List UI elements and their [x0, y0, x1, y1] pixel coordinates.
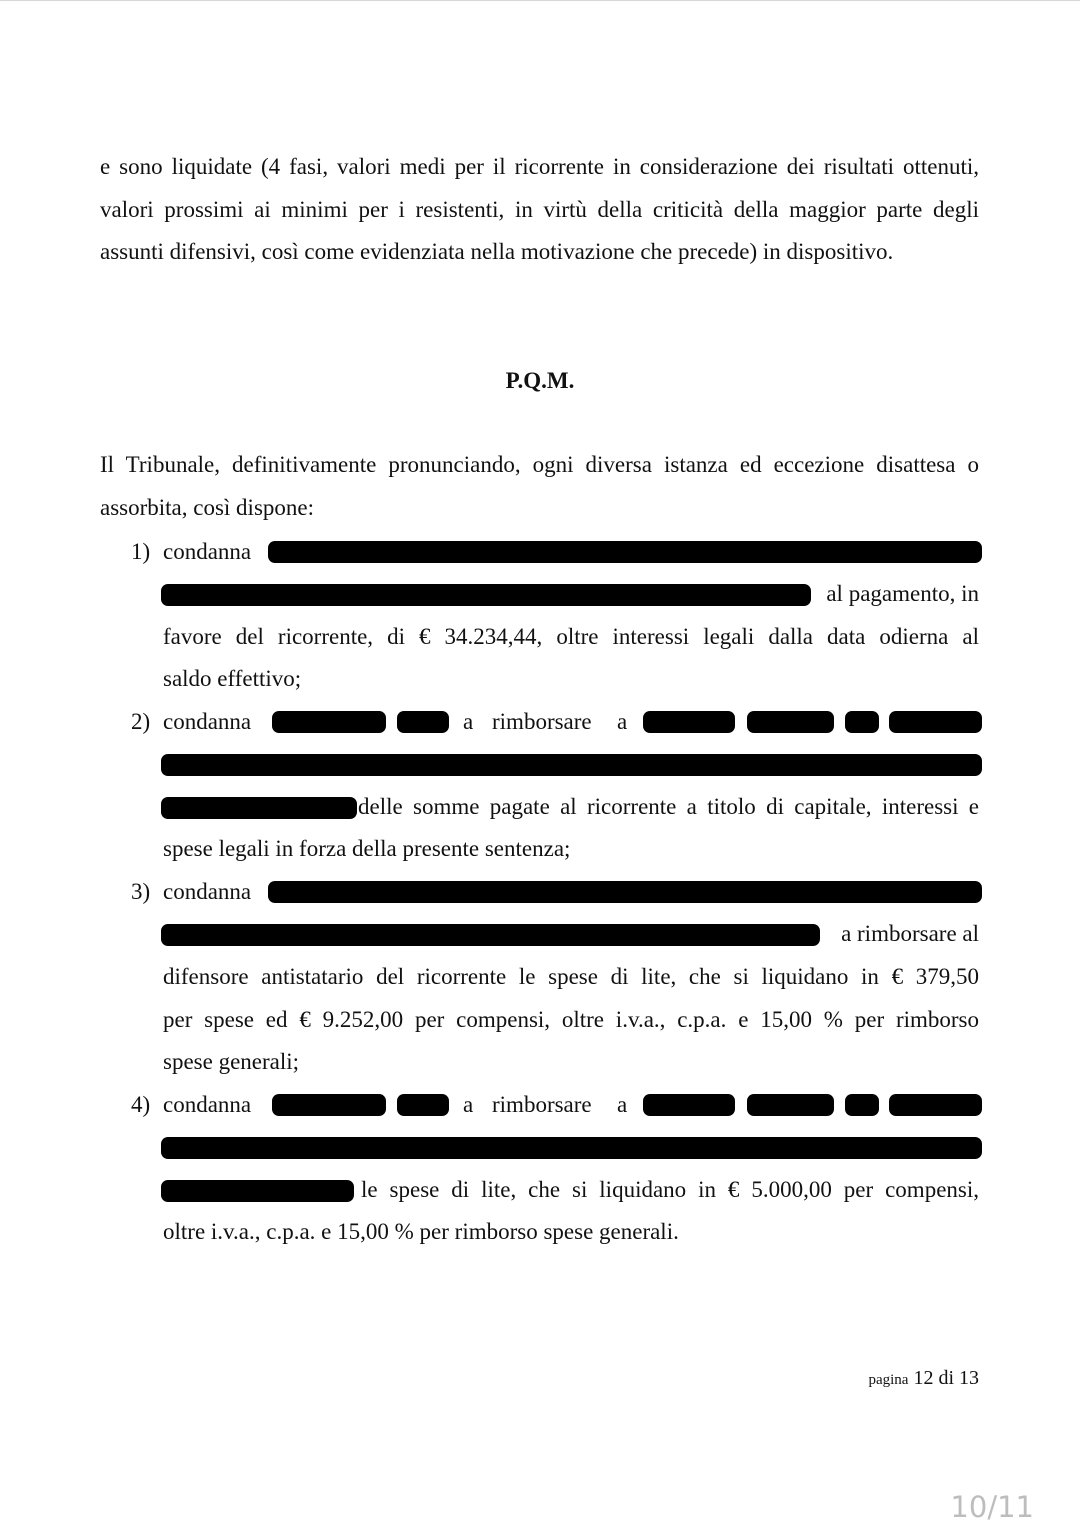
section-heading: P.Q.M.: [505, 368, 575, 393]
item-text: a: [463, 709, 474, 734]
item-text: delle somme pagate al ricorrente a titolo di capitale, interessi e: [358, 794, 979, 819]
item-number: 1): [131, 539, 151, 564]
redaction-bar: [272, 1094, 386, 1116]
item-text: le spese di lite, che si liquidano in € 5.000,00 per compensi,: [361, 1177, 979, 1202]
redaction-bar: [268, 881, 982, 903]
redaction-bar: [643, 711, 735, 733]
item-text: a: [617, 1092, 628, 1117]
redaction-bar: [889, 711, 982, 733]
redaction-bar: [889, 1094, 982, 1116]
item-number: 3): [131, 879, 151, 904]
redaction-bar: [272, 711, 386, 733]
item-text: rimborsare: [492, 709, 592, 734]
item-verb: condanna: [163, 879, 252, 904]
item-verb: condanna: [163, 709, 252, 734]
item-text: al pagamento, in: [826, 581, 979, 606]
page-of: di: [938, 1367, 954, 1389]
viewer-page-indicator: 10/11: [950, 1490, 1034, 1524]
redaction-bar: [161, 1137, 982, 1159]
page-current: 12: [913, 1367, 934, 1389]
item-text: spese generali;: [163, 1049, 300, 1074]
item-text: saldo effettivo;: [163, 666, 302, 691]
redaction-bar: [161, 584, 811, 606]
item-text: a rimborsare al: [841, 921, 979, 946]
page-label: pagina: [868, 1372, 909, 1388]
item-text: a: [617, 709, 628, 734]
redaction-bar: [161, 1180, 354, 1202]
item-text: spese legali in forza della presente sentenza;: [163, 836, 571, 861]
page-number-footer: [868, 1365, 979, 1393]
redaction-bar: [747, 711, 834, 733]
redaction-bar: [845, 1094, 879, 1116]
redaction-bar: [161, 924, 820, 946]
item-verb: condanna: [163, 539, 252, 564]
redaction-bar: [845, 711, 879, 733]
redaction-bar: [161, 754, 982, 776]
redaction-bar: [268, 541, 982, 563]
preamble-paragraph: Il Tribunale, definitivamente pronunciando, ogni diversa istanza ed eccezione disattesa o assorbita, così dispone:: [100, 452, 979, 520]
redaction-bar: [161, 797, 357, 819]
item-text: rimborsare: [492, 1092, 592, 1117]
item-number: 2): [131, 709, 151, 734]
item-text: favore del ricorrente, di € 34.234,44, oltre interessi legali dalla data odierna al: [163, 624, 979, 649]
redaction-bar: [397, 711, 449, 733]
item-number: 4): [131, 1092, 151, 1117]
item-text: oltre i.v.a., c.p.a. e 15,00 % per rimborso spese generali.: [163, 1219, 679, 1244]
item-text: per spese ed € 9.252,00 per compensi, oltre i.v.a., c.p.a. e 15,00 % per rimborso: [163, 1007, 979, 1032]
item-verb: condanna: [163, 1092, 252, 1117]
item-text: difensore antistatario del ricorrente le spese di lite, che si liquidano in € 379,50: [163, 964, 979, 989]
redaction-bar: [643, 1094, 735, 1116]
item-text: a: [463, 1092, 474, 1117]
page-total: 13: [959, 1367, 979, 1389]
redaction-bar: [397, 1094, 449, 1116]
redaction-bar: [747, 1094, 834, 1116]
intro-paragraph: e sono liquidate (4 fasi, valori medi per il ricorrente in considerazione dei risultati ottenuti, valori prossimi ai minimi per i resistenti, in virtù della criticità della maggior parte degli assunti difensivi, così come evidenziata nella motivazione che precede) in dispositivo.: [100, 154, 979, 264]
